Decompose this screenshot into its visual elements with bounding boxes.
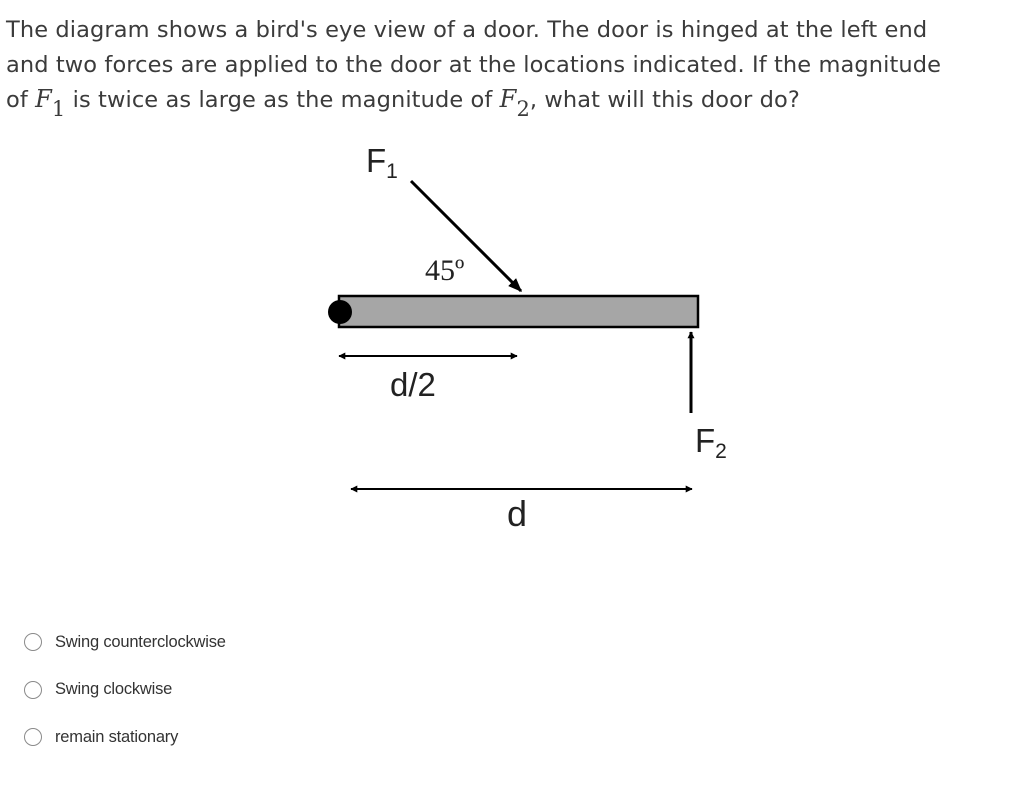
radio-button[interactable]: [24, 728, 42, 746]
radio-button[interactable]: [24, 633, 42, 651]
option-label: remain stationary: [55, 727, 179, 746]
answer-options: [24, 630, 226, 773]
question-text-fragment: is twice as large as the magnitude of: [65, 87, 500, 113]
f2-subscript: 2: [516, 97, 530, 121]
question-line-1: The diagram shows a bird's eye view of a door. The door is hinged at the left end: [6, 17, 928, 43]
door: [339, 296, 698, 327]
option-swing-clockwise[interactable]: [24, 678, 226, 702]
question-line-2: and two forces are applied to the door at the locations indicated. If the magnitude: [6, 51, 942, 78]
option-label: Swing clockwise: [55, 680, 173, 698]
f1-subscript: 1: [51, 97, 66, 121]
question-text-fragment: , what will this door do?: [529, 87, 800, 113]
question-text-fragment: of: [6, 87, 36, 113]
hinge: [328, 300, 352, 324]
angle-label: 45º: [425, 254, 465, 287]
length-label: d: [507, 493, 528, 534]
f1-label: F1: [366, 142, 398, 183]
option-label: Swing counterclockwise: [55, 632, 226, 651]
f1-variable: F: [35, 85, 52, 113]
radio-button[interactable]: [24, 681, 42, 699]
option-swing-counterclockwise[interactable]: [24, 630, 226, 654]
half-length-label: d/2: [390, 366, 436, 403]
option-remain-stationary[interactable]: [24, 725, 226, 749]
f2-label-subscript: 2: [715, 440, 727, 463]
f2-label: F2: [695, 422, 727, 463]
f1-label-subscript: 1: [386, 160, 398, 183]
f2-variable: F: [499, 85, 517, 113]
